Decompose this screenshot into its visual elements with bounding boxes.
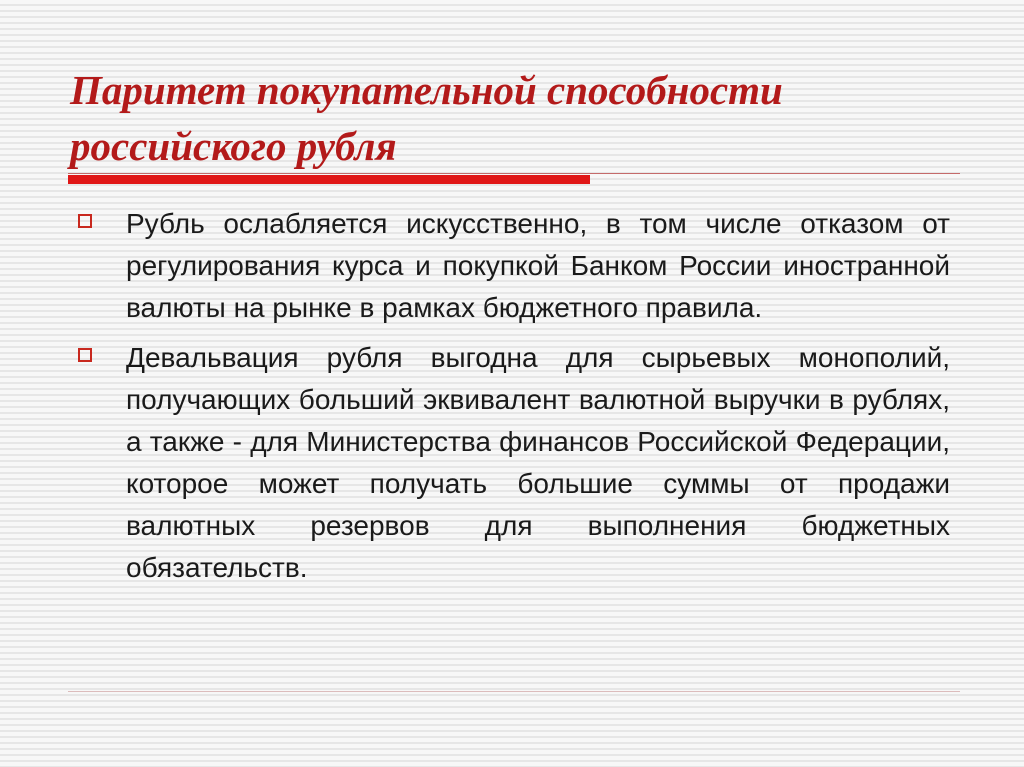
hollow-square-bullet-icon bbox=[78, 348, 92, 362]
hollow-square-bullet-icon bbox=[78, 214, 92, 228]
title-divider-accent bbox=[68, 175, 590, 184]
title-divider-thin bbox=[68, 173, 960, 174]
bullet-list bbox=[78, 203, 950, 597]
slide-title: Паритет покупательной способности российского рубля bbox=[70, 67, 783, 169]
footer-divider bbox=[68, 691, 960, 692]
bullet-text: Девальвация рубля выгодна для сырьевых монополий, получающих больший эквивалент валютной выручки в рублях, а также - для Министерства финансов Российской Федерации, которое может получать большие суммы от продажи валютных резервов для выполнения бюджетных обязательств. bbox=[126, 342, 950, 583]
bullet-item bbox=[78, 337, 950, 589]
bullet-item bbox=[78, 203, 950, 329]
bullet-text: Рубль ослабляется искусственно, в том числе отказом от регулирования курса и покупкой Банком России иностранной валюты на рынке в рамках бюджетного правила. bbox=[126, 208, 950, 323]
